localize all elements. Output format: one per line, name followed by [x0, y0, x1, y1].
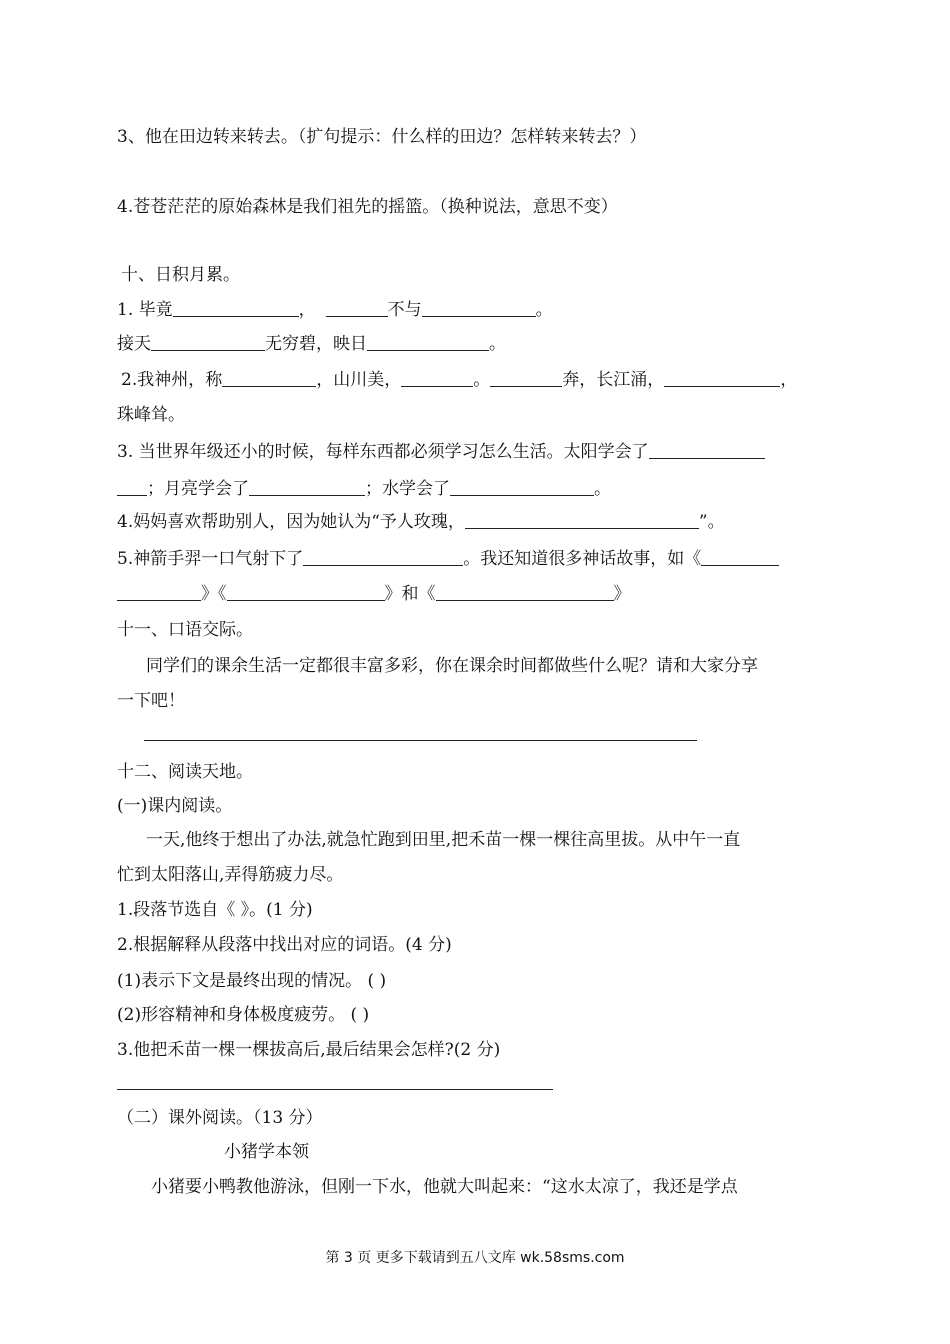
blank[interactable]: [701, 549, 779, 566]
blank[interactable]: [222, 370, 316, 387]
fill-line-9: 》《 》和《 》: [117, 583, 631, 605]
reading-part-1-title: (一)课内阅读。: [117, 796, 233, 816]
blank[interactable]: [450, 479, 594, 496]
fill-line-1: 1. 毕竟 ， 不与 。: [117, 300, 553, 320]
fill-line-2: 接天 无穷碧，映日 。: [117, 334, 506, 354]
answer-line[interactable]: [117, 1089, 553, 1090]
blank[interactable]: [249, 479, 365, 496]
sentence-expand-question: 3、他在田边转来转去。（扩句提示：什么样的田边？怎样转来转去？）: [117, 127, 647, 147]
fill-line-5: 3. 当世界年级还小的时候，每样东西都必须学习怎么生活。太阳学会了: [117, 441, 765, 463]
blank[interactable]: [117, 479, 147, 496]
reading-question-2: 2.根据解释从段落中找出对应的词语。(4 分): [117, 935, 452, 955]
blank[interactable]: [664, 370, 780, 387]
blank[interactable]: [303, 549, 463, 566]
section-11-title: 十一、口语交际。: [117, 620, 253, 640]
blank[interactable]: [465, 512, 699, 529]
reading-question-3: 3.他把禾苗一棵一棵拔高后,最后结果会怎样?(2 分): [117, 1040, 501, 1060]
section-12-title: 十二、阅读天地。: [117, 762, 253, 782]
blank[interactable]: [422, 300, 536, 317]
blank[interactable]: [436, 584, 614, 601]
blank[interactable]: [326, 300, 388, 317]
passage-line-1: 一天,他终于想出了办法,就急忙跑到田里,把禾苗一棵一棵往高里拔。从中午一直: [146, 830, 741, 850]
reading-part-2-title: （二）课外阅读。（13 分）: [117, 1108, 323, 1128]
blank[interactable]: [151, 334, 265, 351]
fill-line-6: ；月亮学会了 ；水学会了 。: [117, 478, 611, 500]
blank[interactable]: [649, 442, 765, 459]
blank[interactable]: [173, 300, 299, 317]
oral-prompt-line-1: 同学们的课余生活一定都很丰富多彩，你在课余时间都做些什么呢？请和大家分享: [146, 656, 758, 676]
fill-line-4: 珠峰耸。: [117, 405, 185, 425]
story-title: 小猪学本领: [224, 1142, 309, 1162]
blank[interactable]: [117, 584, 201, 601]
fill-line-3: 2.我神州，称 ，山川美， 。 奔，长江涌， ，: [121, 370, 798, 390]
section-10-title: 十、日积月累。: [121, 265, 240, 285]
blank[interactable]: [367, 334, 489, 351]
reading-question-1: 1.段落节选自《 》。(1 分): [117, 900, 313, 920]
answer-line[interactable]: [144, 740, 697, 741]
page-footer: 第 3 页 更多下载请到五八文库 wk.58sms.com: [325, 1250, 625, 1266]
blank[interactable]: [490, 370, 562, 387]
reading-question-2-2: (2)形容精神和身体极度疲劳。 ( ): [117, 1005, 370, 1025]
sentence-rewrite-question: 4.苍苍茫茫的原始森林是我们祖先的摇篮。（换种说法，意思不变）: [117, 197, 618, 217]
oral-prompt-line-2: 一下吧！: [117, 691, 185, 711]
blank[interactable]: [401, 370, 473, 387]
fill-line-8: 5.神箭手羿一口气射下了 。我还知道很多神话故事，如《: [117, 548, 779, 570]
blank[interactable]: [227, 584, 385, 601]
passage-line-2: 忙到太阳落山,弄得筋疲力尽。: [117, 865, 344, 885]
story-line-1: 小猪要小鸭教他游泳，但刚一下水，他就大叫起来：“这水太凉了，我还是学点: [151, 1177, 738, 1197]
reading-question-2-1: (1)表示下文是最终出现的情况。 ( ): [117, 971, 387, 991]
fill-line-7: 4.妈妈喜欢帮助别人，因为她认为“予人玫瑰， ”。: [117, 512, 725, 532]
